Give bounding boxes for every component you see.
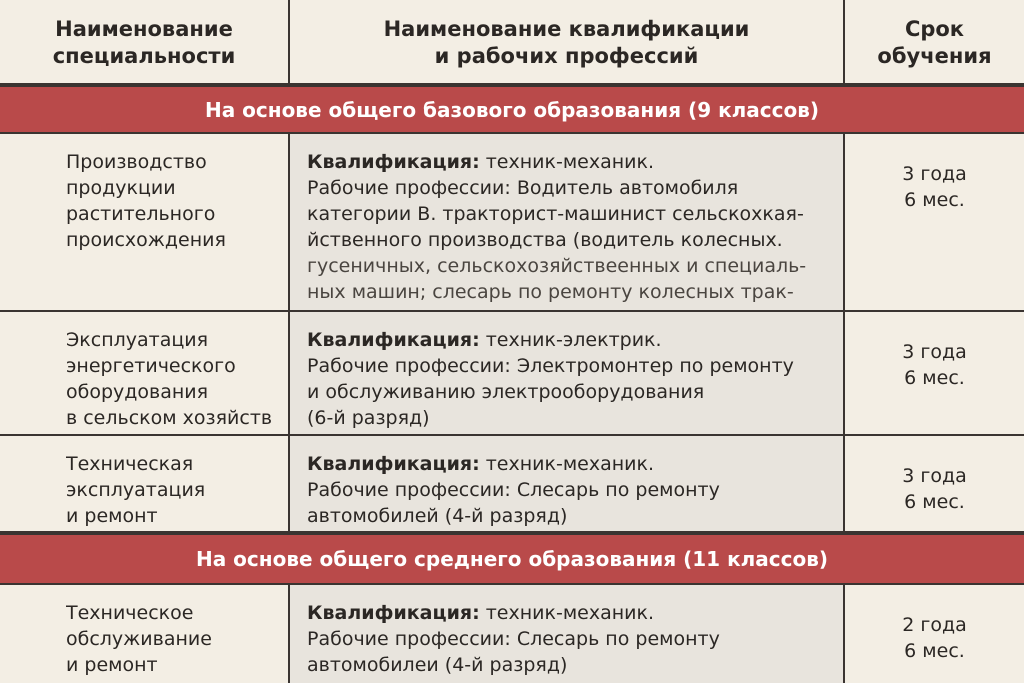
qualification-cell (290, 436, 845, 531)
specialty-line: Производство (66, 151, 207, 173)
duration-line: 6 мес. (904, 367, 965, 389)
qualification-line (307, 600, 843, 626)
profession-line: (6-й разряд) (307, 407, 430, 429)
table-row (0, 436, 1024, 533)
profession-line: Рабочие профессии: Водитель автомобиля (307, 177, 739, 199)
specialty-line: Эксплуатация (66, 329, 209, 351)
qualification-value: техник-электрик. (479, 329, 662, 351)
specialty-cell (0, 585, 290, 683)
specialty-line: в сельском хозяйств (66, 407, 273, 429)
qualification-label: Квалификация: (307, 151, 480, 173)
qualification-value: техник-механик. (479, 453, 655, 475)
specialty-line: энергетического (66, 355, 236, 377)
duration-line: 6 мес. (904, 491, 965, 513)
profession-line: йственного производства (водитель колесных. (307, 229, 783, 251)
qualification-value: техник-механик. (479, 602, 655, 624)
specialty-line: Техническое (66, 602, 194, 624)
section-title-secondary: На основе общего среднего образования (11 классов) (0, 533, 1024, 585)
duration-line: 2 года (902, 614, 967, 636)
profession-line: гусеничных, сельскохозяйствеенных и специаль- (307, 255, 807, 277)
table-row (0, 312, 1024, 436)
duration-cell (845, 312, 1024, 434)
profession-line: автомобилей (4-й разряд) (307, 505, 568, 527)
specialty-cell (0, 436, 290, 531)
profession-line: и обслуживанию электрооборудования (307, 381, 705, 403)
profession-line: Рабочие профессии: Слесарь по ремонту (307, 628, 720, 650)
specialty-line: продукции (66, 177, 176, 199)
duration-line: 6 мес. (904, 189, 965, 211)
header-specialty (0, 0, 290, 83)
profession-line: автомобилеи (4-й разряд) (307, 654, 568, 676)
profession-line: категории В. тракторист-машинист сельскохкая- (307, 203, 804, 225)
specialty-line: происхождения (66, 229, 226, 251)
duration-line: 3 года (902, 341, 967, 363)
duration-line: 6 мес. (904, 640, 965, 662)
qualification-line (307, 149, 843, 175)
header-qualification-line: Наименование квалификации (383, 17, 750, 41)
duration-cell (845, 585, 1024, 683)
duration-line: 3 года (902, 465, 967, 487)
header-qualification (290, 0, 845, 83)
specialty-cell (0, 312, 290, 434)
table-header-row (0, 0, 1024, 85)
header-duration-line: обучения (877, 44, 992, 68)
specialty-line: и ремонт (66, 654, 158, 676)
header-duration (845, 0, 1024, 83)
qualification-label: Квалификация: (307, 602, 480, 624)
qualification-value: техник-механик. (479, 151, 655, 173)
specialty-line: оборудования (66, 381, 209, 403)
table-row (0, 585, 1024, 683)
specialty-cell (0, 134, 290, 310)
profession-line: Рабочие профессии: Электромонтер по ремонту (307, 355, 794, 377)
profession-line: Рабочие профессии: Слесарь по ремонту (307, 479, 720, 501)
qualification-line (307, 327, 843, 353)
specialty-line: эксплуатация (66, 479, 206, 501)
qualification-label: Квалификация: (307, 329, 480, 351)
specialty-line: Техническая (66, 453, 194, 475)
specialty-line: растительного (66, 203, 216, 225)
header-qualification-line: и рабочих профессий (434, 44, 699, 68)
duration-line: 3 года (902, 163, 967, 185)
profession-line: ных машин; слесарь по ремонту колесных трак- (307, 281, 794, 303)
duration-cell (845, 436, 1024, 531)
qualification-cell (290, 134, 845, 310)
table-row (0, 134, 1024, 312)
qualification-line (307, 451, 843, 477)
header-specialty-line: Наименование (55, 17, 233, 41)
section-title-basic: На основе общего базового образования (9 классов) (0, 85, 1024, 134)
qualification-label: Квалификация: (307, 453, 480, 475)
specialty-line: обслуживание (66, 628, 212, 650)
specialty-line: и ремонт (66, 505, 158, 527)
duration-cell (845, 134, 1024, 310)
header-specialty-line: специальности (52, 44, 236, 68)
qualification-cell (290, 312, 845, 434)
qualification-cell (290, 585, 845, 683)
header-duration-line: Срок (904, 17, 965, 41)
